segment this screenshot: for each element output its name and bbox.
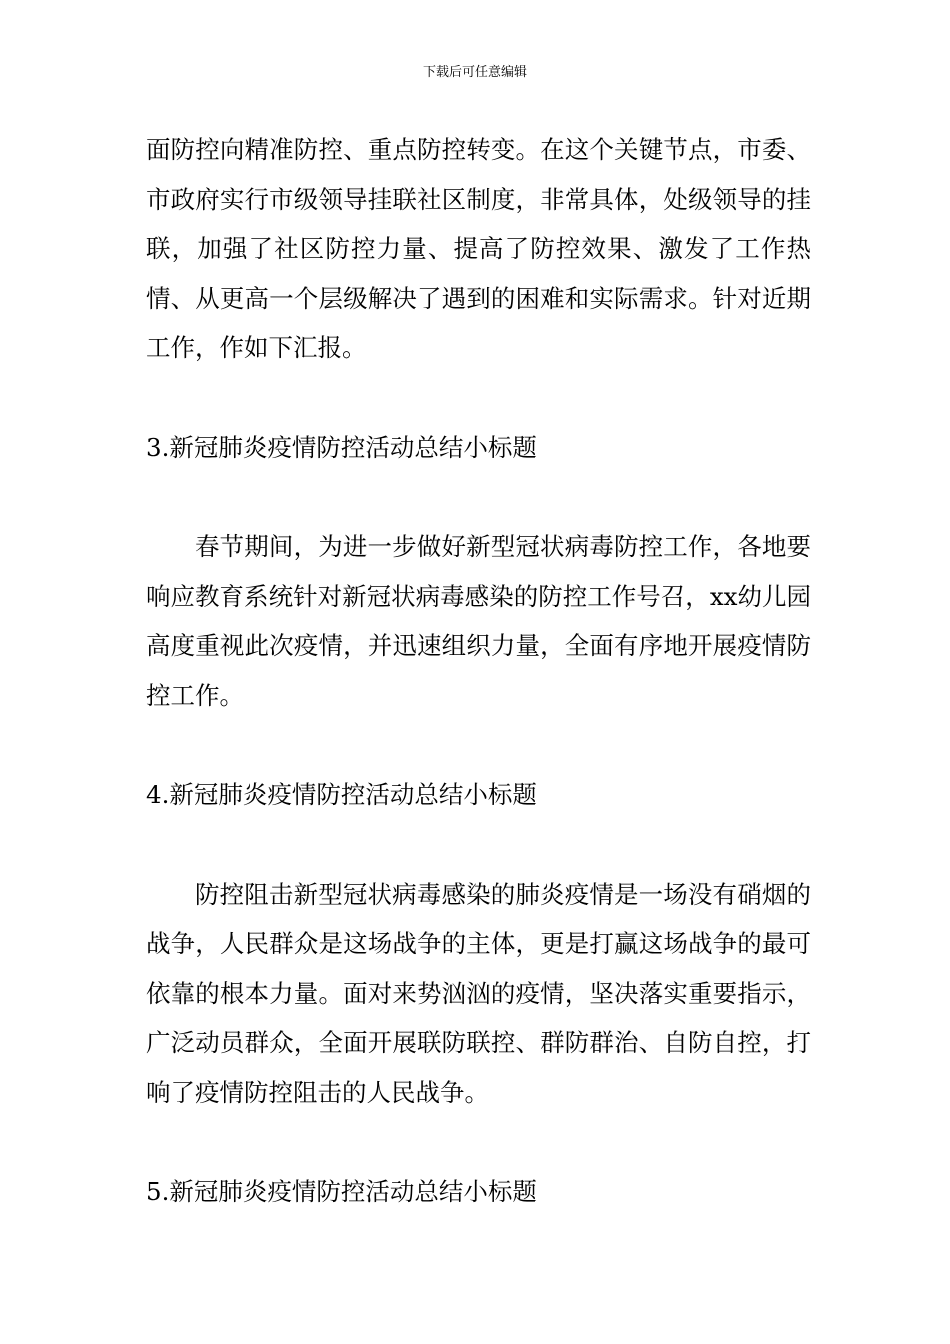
paragraph-section-4: 防控阻击新型冠状病毒感染的肺炎疫情是一场没有硝烟的战争，人民群众是这场战争的主体，更是打赢这场战争的最可依靠的根本力量。面对来势汹汹的疫情，坚决落实重要指示，广泛动员群众，全面开展联防联控、群防群治、自防自控，打响了疫情防控阻击的人民战争。 xyxy=(146,879,811,1107)
page-header-note: 下载后可任意编辑 xyxy=(422,65,527,80)
paragraph-section-3: 春节期间，为进一步做好新型冠状病毒防控工作，各地要响应教育系统针对新冠状病毒感染的防控工作号召，xx幼儿园高度重视此次疫情，并迅速组织力量，全面有序地开展疫情防控工作。 xyxy=(146,532,811,710)
section-heading-4: 4.新冠肺炎疫情防控活动总结小标题 xyxy=(146,780,537,809)
section-heading-5: 5.新冠肺炎疫情防控活动总结小标题 xyxy=(146,1177,537,1206)
section-heading-3: 3.新冠肺炎疫情防控活动总结小标题 xyxy=(146,432,537,462)
document-body xyxy=(146,125,811,1217)
paragraph-continuation: 面防控向精准防控、重点防控转变。在这个关键节点，市委、市政府实行市级领导挂联社区制度，非常具体，处级领导的挂联，加强了社区防控力量、提高了防控效果、激发了工作热情、从更高一个层级解决了遇到的困难和实际需求。针对近期工作，作如下汇报。 xyxy=(146,135,811,362)
